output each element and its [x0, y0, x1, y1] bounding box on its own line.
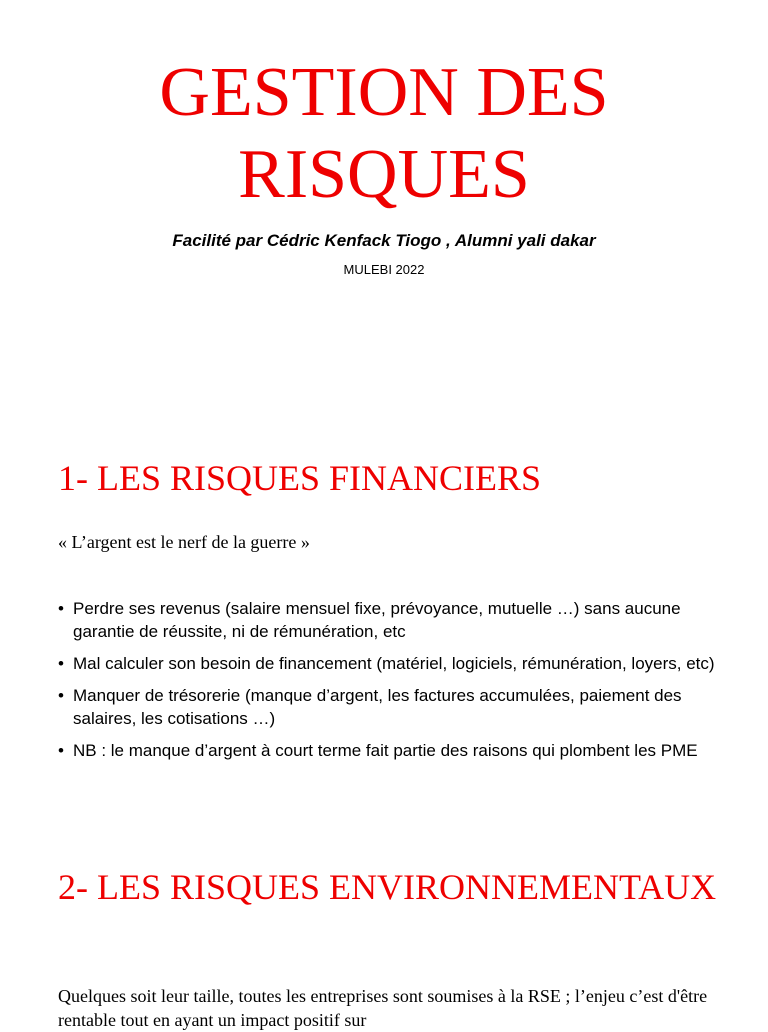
- bullet-text: Perdre ses revenus (salaire mensuel fixe, prévoyance, mutuelle …) sans aucune garantie de réussite, ni de rémunération, etc: [73, 599, 681, 641]
- bullet-icon: •: [58, 741, 64, 760]
- subtitle-facilitator: Facilité par Cédric Kenfack Tiogo , Alumni yali dakar: [172, 231, 596, 250]
- main-title: [0, 52, 768, 216]
- bullet-text: Mal calculer son besoin de financement (matériel, logiciels, rémunération, loyers, etc): [73, 654, 715, 673]
- bullet-text: NB : le manque d’argent à court terme fait partie des raisons qui plombent les PME: [73, 741, 698, 760]
- list-item: [58, 652, 738, 675]
- bullet-icon: •: [58, 599, 64, 618]
- list-item: [58, 597, 738, 643]
- bullet-icon: •: [58, 686, 64, 705]
- title-slide: [0, 0, 768, 400]
- main-title-line2: RISQUES: [238, 136, 530, 213]
- section1-quote: « L’argent est le nerf de la guerre »: [58, 532, 310, 552]
- main-title-line1: GESTION DES: [159, 54, 609, 131]
- section2-title: 2- LES RISQUES ENVIRONNEMENTAUX: [58, 867, 717, 907]
- list-item: [58, 684, 738, 730]
- list-item: [58, 739, 738, 762]
- section1-bullet-list: [58, 597, 738, 771]
- section2-paragraph: Quelques soit leur taille, toutes les entreprises sont soumises à la RSE ; l’enjeu c’est d'être rentable tout en ayant un impact positif sur: [58, 986, 708, 1030]
- edition-label: MULEBI 2022: [343, 262, 425, 277]
- section1-title: 1- LES RISQUES FINANCIERS: [58, 458, 542, 498]
- bullet-text: Manquer de trésorerie (manque d’argent, les factures accumulées, paiement des salaires, les cotisations …): [73, 686, 682, 728]
- bullet-icon: •: [58, 654, 64, 673]
